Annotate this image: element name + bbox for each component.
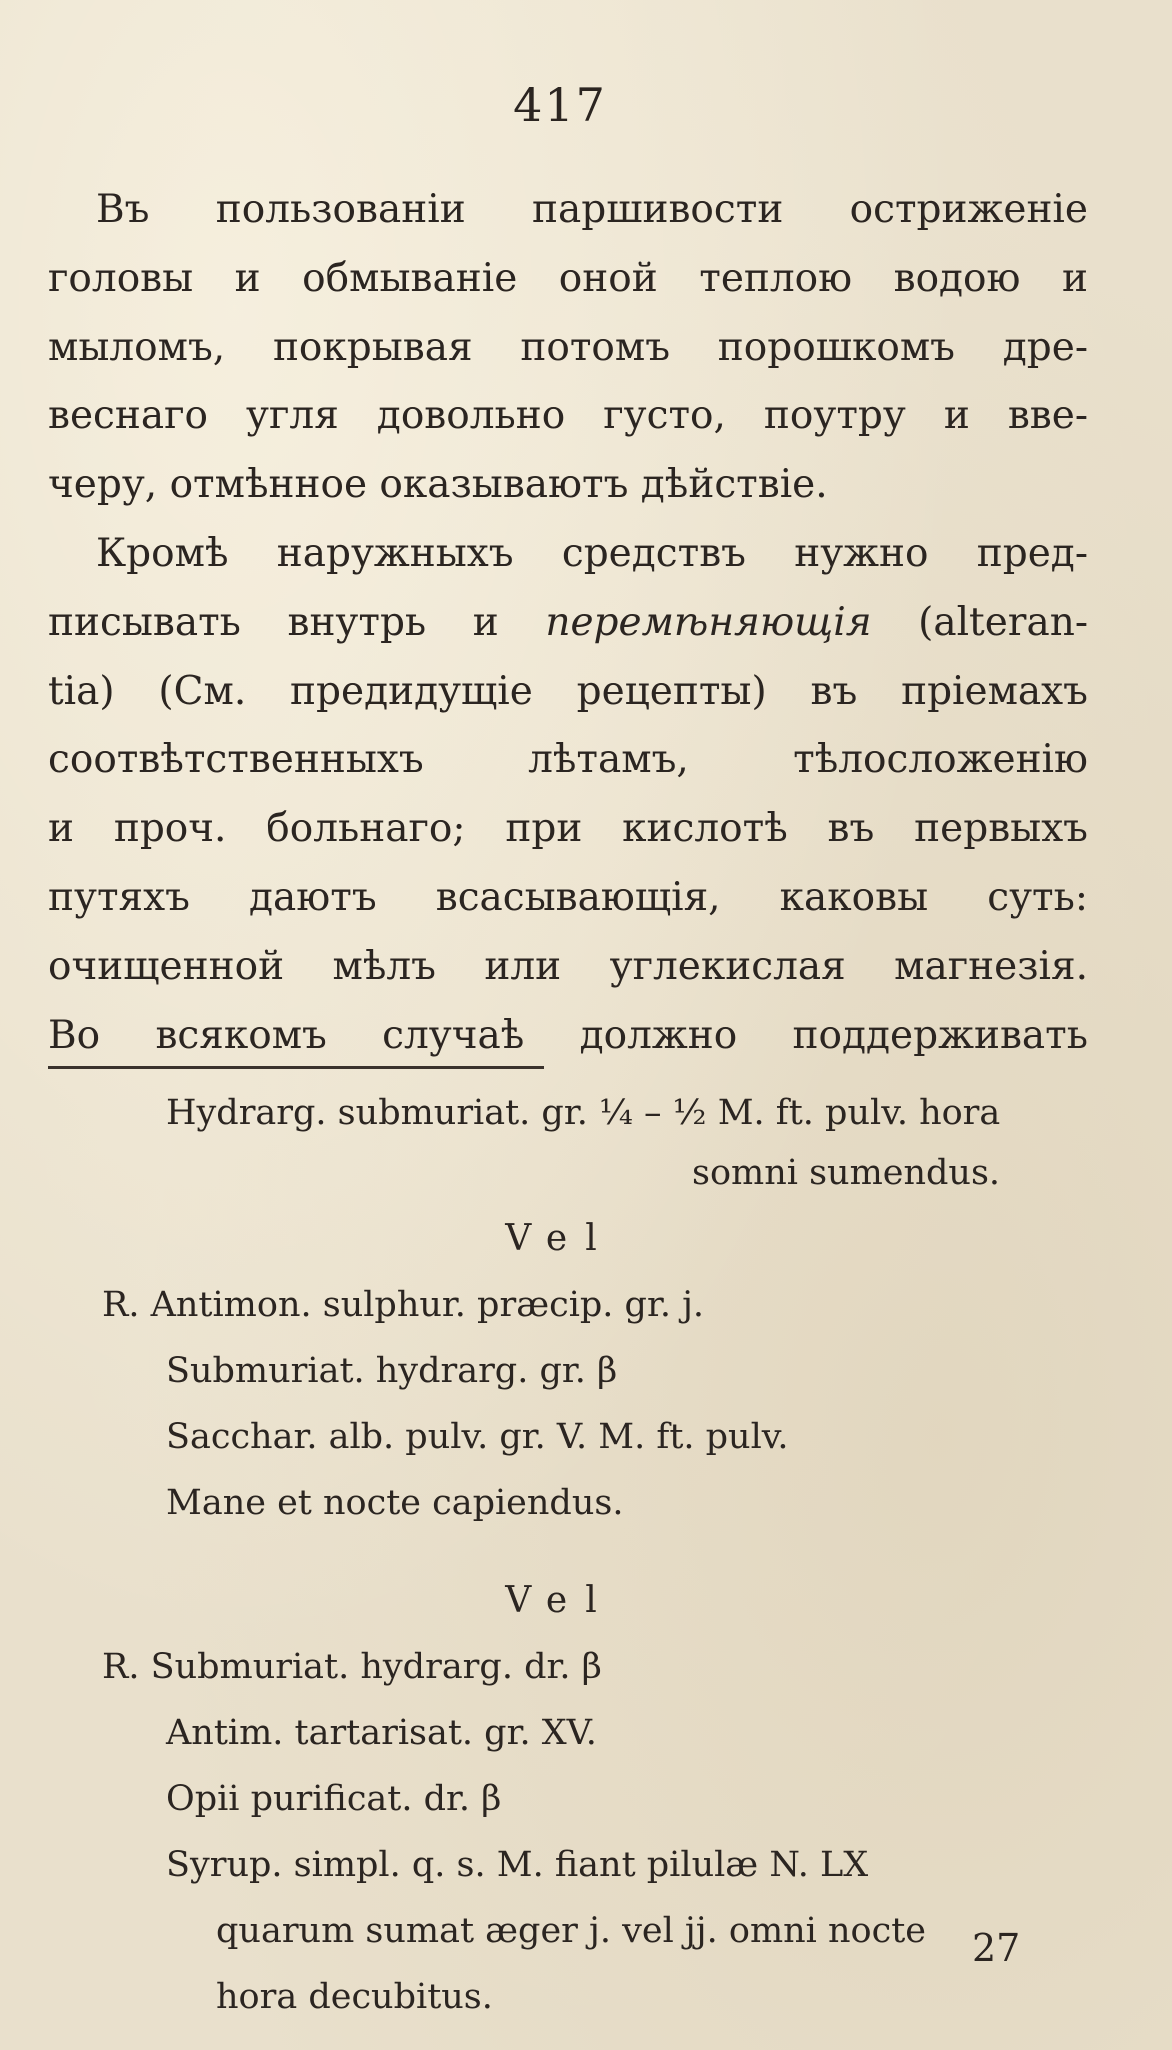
italic-term: перемѣняющія <box>545 599 872 645</box>
text-line: путяхъ даютъ всасывающія, каковы суть: <box>48 874 1088 920</box>
page-number: 417 <box>513 78 607 132</box>
recipe-line: Opii purificat. dr. β <box>166 1779 502 1819</box>
text-fragment: (alteran- <box>871 599 1088 645</box>
text-fragment: писывать внутрь и <box>48 599 546 645</box>
recipe-line: Syrup. simpl. q. s. M. fiant pilulæ N. LX <box>166 1845 869 1885</box>
signature-mark: 27 <box>972 1926 1021 1970</box>
recipe-line: quarum sumat æger j. vel jj. omni nocte <box>216 1911 926 1951</box>
recipe-line: R. Antimon. sulphur. præcip. gr. j. <box>102 1285 705 1325</box>
text-line: соотвѣтственныхъ лѣтамъ, тѣлосложенію <box>48 737 1088 783</box>
text-line: tia) (См. предидущіе рецепты) въ пріемахъ <box>48 668 1088 714</box>
vel-heading: Vel <box>505 1218 615 1259</box>
recipe-line: somni sumendus. <box>692 1153 1001 1193</box>
recipe-line: Submuriat. hydrarg. gr. β <box>166 1351 618 1391</box>
recipe-line: Hydrarg. submuriat. gr. ¼ – ½ M. ft. pulv. hora <box>166 1093 1001 1133</box>
text-line: Въ пользованіи паршивости остриженіе <box>96 187 1088 232</box>
footnote-divider <box>48 1066 544 1069</box>
recipe-line: R. Submuriat. hydrarg. dr. β <box>102 1647 602 1687</box>
recipe-line: Sacchar. alb. pulv. gr. V. M. ft. pulv. <box>166 1417 789 1457</box>
text-line-mixed <box>48 589 1088 658</box>
text-line: очищенной мѣлъ или углекислая магнезія. <box>48 943 1088 989</box>
text-line: Кромѣ наружныхъ средствъ нужно пред- <box>96 530 1088 576</box>
recipe-line: Antim. tartarisat. gr. XV. <box>166 1713 597 1753</box>
main-text <box>48 176 1088 1070</box>
text-line: черу, отмѣнное оказываютъ дѣйствіе. <box>48 462 828 508</box>
text-line: головы и обмываніе оной теплою водою и <box>48 255 1088 301</box>
recipe-line: hora decubitus. <box>216 1977 493 2017</box>
vel-heading: Vel <box>505 1580 615 1621</box>
recipe-line: Mane et nocte capiendus. <box>166 1483 624 1523</box>
text-line: Во всякомъ случаѣ должно поддерживать <box>48 1012 1088 1058</box>
text-line: мыломъ, покрывая потомъ порошкомъ дре- <box>48 324 1088 370</box>
text-line: веснаго угля довольно густо, поутру и вве- <box>48 393 1088 439</box>
text-line: и проч. больнаго; при кислотѣ въ первыхъ <box>48 806 1088 852</box>
